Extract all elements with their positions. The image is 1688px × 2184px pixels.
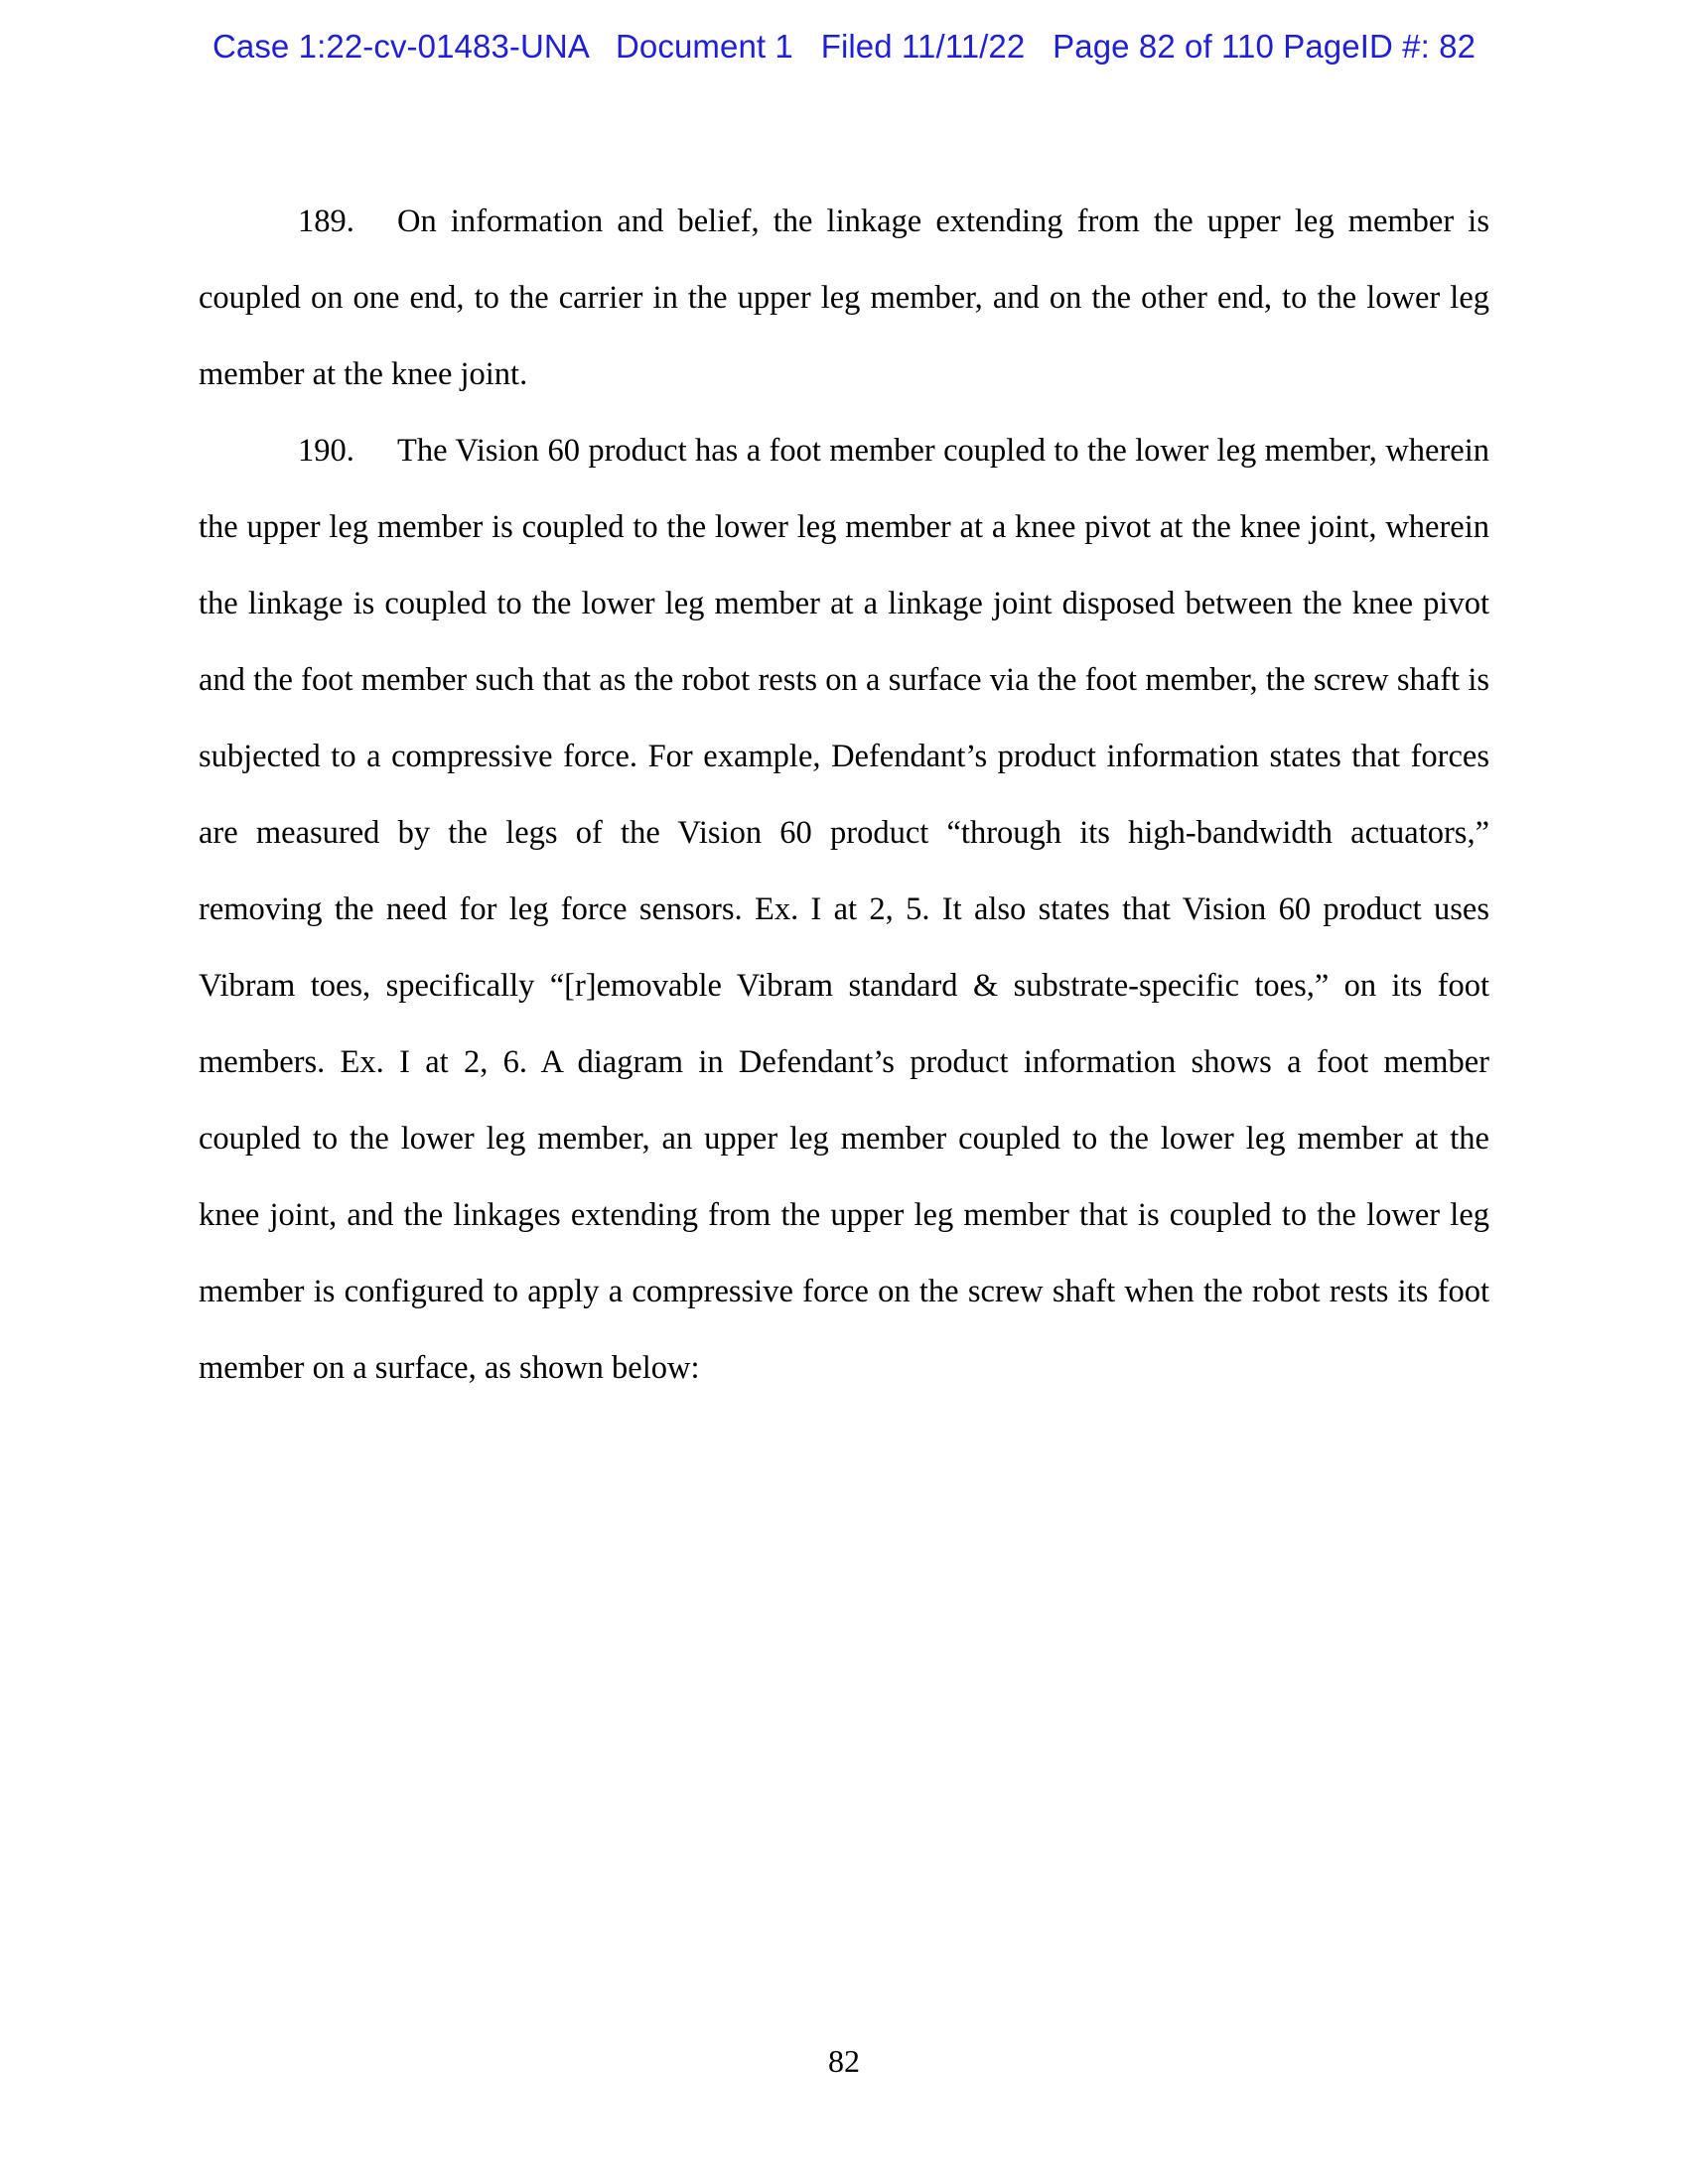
paragraph-text: The Vision 60 product has a foot member coupled to the lower leg member, wherein the upper leg member is coupled to the lower leg member at a knee pivot at the knee joint, wherein the linkage is coupled to the lower leg member at a linkage joint disposed between the knee pivot and the foot member such that as the robot rests on a surface via the foot member, the screw shaft is subjected to a compressive force. For example, Defendant’s product information states that forces are measured by the legs of the Vision 60 product “through its high-bandwidth actuators,” removing the need for leg force sensors. Ex. I at 2, 5. It also states that Vision 60 product uses Vibram toes, specifically “[r]emovable Vibram standard & substrate-specific toes,” on its foot members. Ex. I at 2, 6. A diagram in Defendant’s product information shows a foot member coupled to the lower leg member, an upper leg member coupled to the lower leg member at the knee joint, and the linkages extending from the upper leg member that is coupled to the lower leg member is configured to apply a compressive force on the screw shaft when the robot rests its foot member on a surface, as shown below: xyxy=(199,433,1489,1386)
paragraph-190 xyxy=(199,413,1489,1407)
paragraph-189 xyxy=(199,184,1489,413)
paragraph-text: On information and belief, the linkage extending from the upper leg member is coupled on one end, to the carrier in the upper leg member, and on the other end, to the lower leg member at the knee joint. xyxy=(199,204,1489,392)
paragraph-number: 190. xyxy=(298,433,354,469)
page-number: 82 xyxy=(828,2043,860,2079)
paragraph-number: 189. xyxy=(298,204,354,239)
document-body xyxy=(199,184,1489,1407)
case-header: Case 1:22-cv-01483-UNA Document 1 Filed 11/11/22 Page 82 of 110 PageID #: 82 xyxy=(211,28,1477,65)
